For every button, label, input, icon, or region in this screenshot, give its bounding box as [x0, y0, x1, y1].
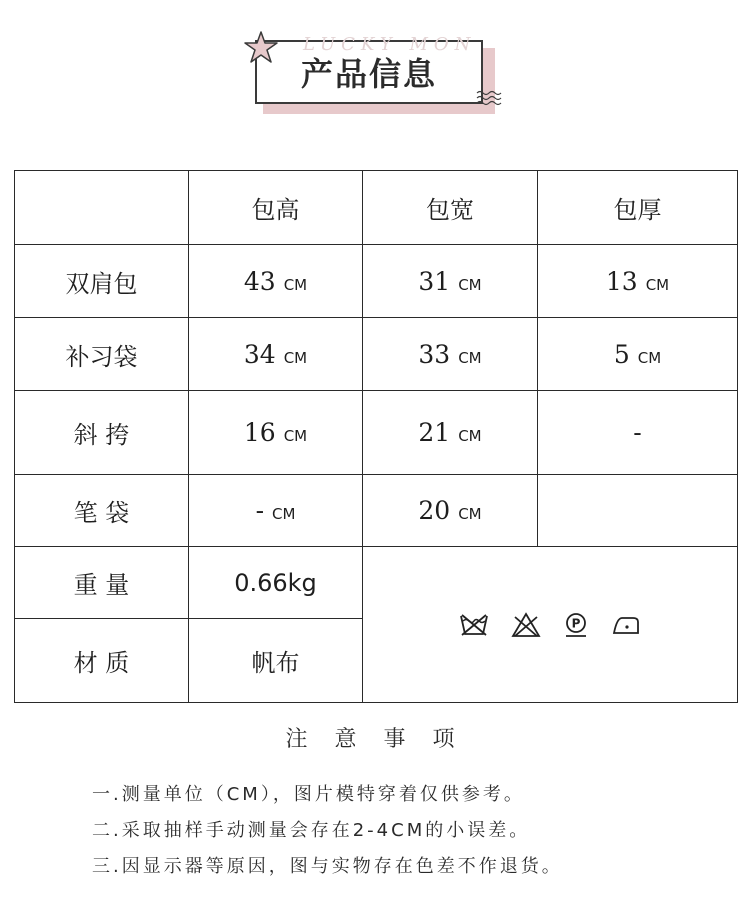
dimension-value: 43 [243, 266, 276, 296]
dimension-cell [189, 245, 363, 318]
row-label: 补习袋 [15, 318, 189, 391]
row-label: 笔 袋 [15, 475, 189, 547]
no-wash-icon [459, 612, 489, 638]
care-icons [363, 612, 737, 638]
unit-label: CM [283, 427, 308, 445]
table-row [15, 318, 738, 391]
unit-label: CM [458, 348, 482, 367]
svg-text:P: P [571, 616, 581, 630]
dimension-value: 16 [243, 418, 276, 447]
row-label: 材 质 [15, 619, 189, 703]
unit-label: CM [458, 427, 482, 445]
material-value: 帆布 [189, 619, 363, 703]
dimension-cell [538, 391, 738, 475]
column-header: 包厚 [538, 171, 738, 245]
empty-cell [538, 475, 738, 547]
note-item: 一.测量单位（CM），图片模特穿着仅供参考。 [92, 784, 525, 805]
row-label: 斜 挎 [15, 391, 189, 475]
dimension-cell [538, 245, 738, 318]
dry-clean-p-icon [563, 612, 589, 638]
title-badge [243, 30, 513, 130]
dimension-value: - [255, 496, 265, 525]
dimension-cell [363, 245, 538, 318]
dimension-cell [363, 391, 538, 475]
table-row [15, 475, 738, 547]
notes-title: 注 意 事 项 [285, 727, 465, 752]
dimension-cell [189, 475, 363, 547]
dimension-value: 13 [605, 266, 638, 296]
no-bleach-icon [511, 612, 541, 638]
unit-label: CM [272, 505, 296, 523]
header-empty-cell [15, 171, 189, 245]
dimension-value: - [633, 418, 642, 447]
spec-table [14, 170, 738, 703]
column-header: 包高 [189, 171, 363, 245]
page-title: 产品信息 [300, 55, 437, 93]
dimension-cell [189, 318, 363, 391]
unit-label: CM [645, 275, 670, 294]
column-header: 包宽 [363, 171, 538, 245]
care-icons-cell [363, 547, 738, 703]
dimension-cell [363, 318, 538, 391]
dimension-value: 34 [243, 339, 276, 369]
row-label: 双肩包 [15, 245, 189, 318]
badge-watermark: LUCKY MON [303, 34, 477, 55]
dimension-value: 21 [418, 418, 451, 447]
unit-label: CM [458, 275, 482, 294]
weight-value: 0.66kg [189, 547, 363, 619]
dimension-cell [189, 391, 363, 475]
table-row [15, 391, 738, 475]
table-header-row [15, 171, 738, 245]
note-item: 三.因显示器等原因，图与实物存在色差不作退货。 [92, 856, 563, 877]
table-row [15, 245, 738, 318]
dimension-cell [538, 318, 738, 391]
note-item: 二.采取抽样手动测量会存在2-4CM的小误差。 [92, 820, 531, 841]
dimension-value: 20 [418, 496, 451, 525]
dimension-value: 31 [418, 266, 451, 296]
star-icon [243, 30, 279, 66]
table-row [15, 547, 738, 619]
unit-label: CM [637, 348, 662, 367]
row-label: 重 量 [15, 547, 189, 619]
unit-label: CM [458, 505, 482, 523]
unit-label: CM [283, 348, 308, 367]
dimension-cell [363, 475, 538, 547]
wave-icon [475, 88, 505, 106]
iron-low-icon [611, 614, 641, 636]
dimension-value: 5 [613, 339, 630, 369]
unit-label: CM [283, 275, 308, 294]
dimension-value: 33 [418, 339, 451, 369]
